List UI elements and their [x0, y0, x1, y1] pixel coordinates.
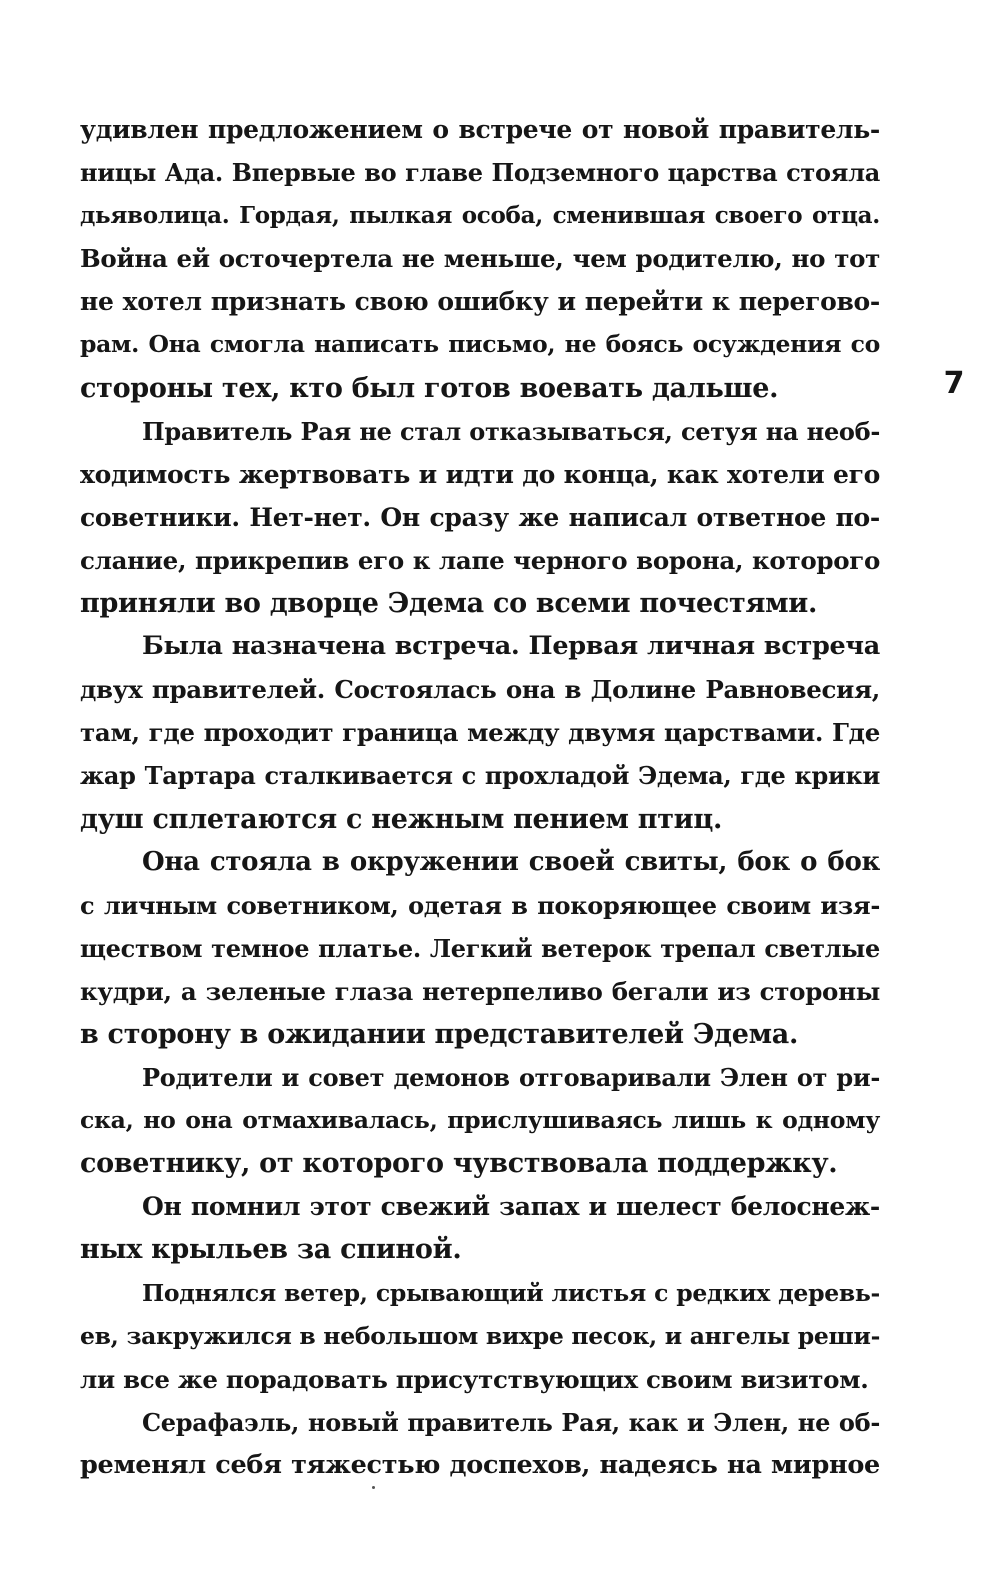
- text-line: ницы Ада. Впервые во главе Подземного царства стояла: [80, 158, 880, 188]
- print-speck: [372, 1486, 375, 1489]
- text-line: ска, но она отмахивалась, прислушиваясь лишь к одному: [80, 1106, 880, 1135]
- text-line: советники. Нет-нет. Он сразу же написал ответное по-: [80, 502, 880, 532]
- text-line: рам. Она смогла написать письмо, не боясь осуждения со: [80, 330, 880, 359]
- text-line: ществом темное платье. Легкий ветерок трепал светлые: [80, 933, 880, 963]
- text-line: кудри, а зеленые глаза нетерпеливо бегали из стороны: [80, 976, 880, 1006]
- text-line: ли все же порадовать присутствующих своим визитом.: [80, 1364, 869, 1394]
- text-line: не хотел признать свою ошибку и перейти к перегово-: [80, 287, 880, 317]
- text-line: ходимость жертвовать и идти до конца, как хотели его: [80, 459, 880, 489]
- text-line: жар Тартара сталкивается с прохладой Эдема, где крики: [80, 761, 880, 791]
- text-line: слание, прикрепив его к лапе черного ворона, которого: [80, 545, 880, 575]
- text-line: ременял себя тяжестью доспехов, надеясь на мирное: [80, 1449, 880, 1480]
- text-line: стороны тех, кто был готов воевать дальше.: [80, 372, 779, 404]
- text-line: Родители и совет демонов отговаривали Элен от ри-: [142, 1063, 880, 1093]
- text-line: душ сплетаются с нежным пением птиц.: [80, 803, 723, 835]
- text-line: ных крыльев за спиной.: [80, 1234, 462, 1266]
- text-line: Война ей осточертела не меньше, чем родителю, но тот: [80, 244, 880, 274]
- text-line: с личным советником, одетая в покоряющее своим изя-: [80, 890, 880, 920]
- text-line: там, где проходит граница между двумя царствами. Где: [80, 718, 880, 748]
- text-line: дьяволица. Гордая, пылкая особа, сменившая своего отца.: [80, 202, 880, 230]
- text-line: в сторону в ожидании представителей Эдема.: [80, 1018, 799, 1050]
- text-line: удивлен предложением о встрече от новой правитель-: [80, 115, 880, 144]
- text-line: приняли во дворце Эдема со всеми почестями.: [80, 588, 818, 620]
- text-line: Была назначена встреча. Первая личная встреча: [142, 631, 880, 662]
- page-number: 7: [943, 366, 965, 401]
- text-line: двух правителей. Состоялась она в Долине Равновесия,: [80, 675, 880, 705]
- body-text: [80, 108, 880, 1487]
- text-line: Серафаэль, новый правитель Рая, как и Элен, не об-: [142, 1407, 880, 1437]
- text-line: Правитель Рая не стал отказываться, сетуя на необ-: [142, 416, 880, 446]
- text-line: ев, закружился в небольшом вихре песок, и ангелы реши-: [80, 1321, 881, 1350]
- text-line: советнику, от которого чувствовала поддержку.: [80, 1148, 838, 1180]
- text-line: Он помнил этот свежий запах и шелест белоснеж-: [142, 1192, 880, 1222]
- text-line: Она стояла в окружении своей свиты, бок о бок: [142, 846, 880, 877]
- text-line: Поднялся ветер, срывающий листья с редких деревь-: [142, 1278, 880, 1307]
